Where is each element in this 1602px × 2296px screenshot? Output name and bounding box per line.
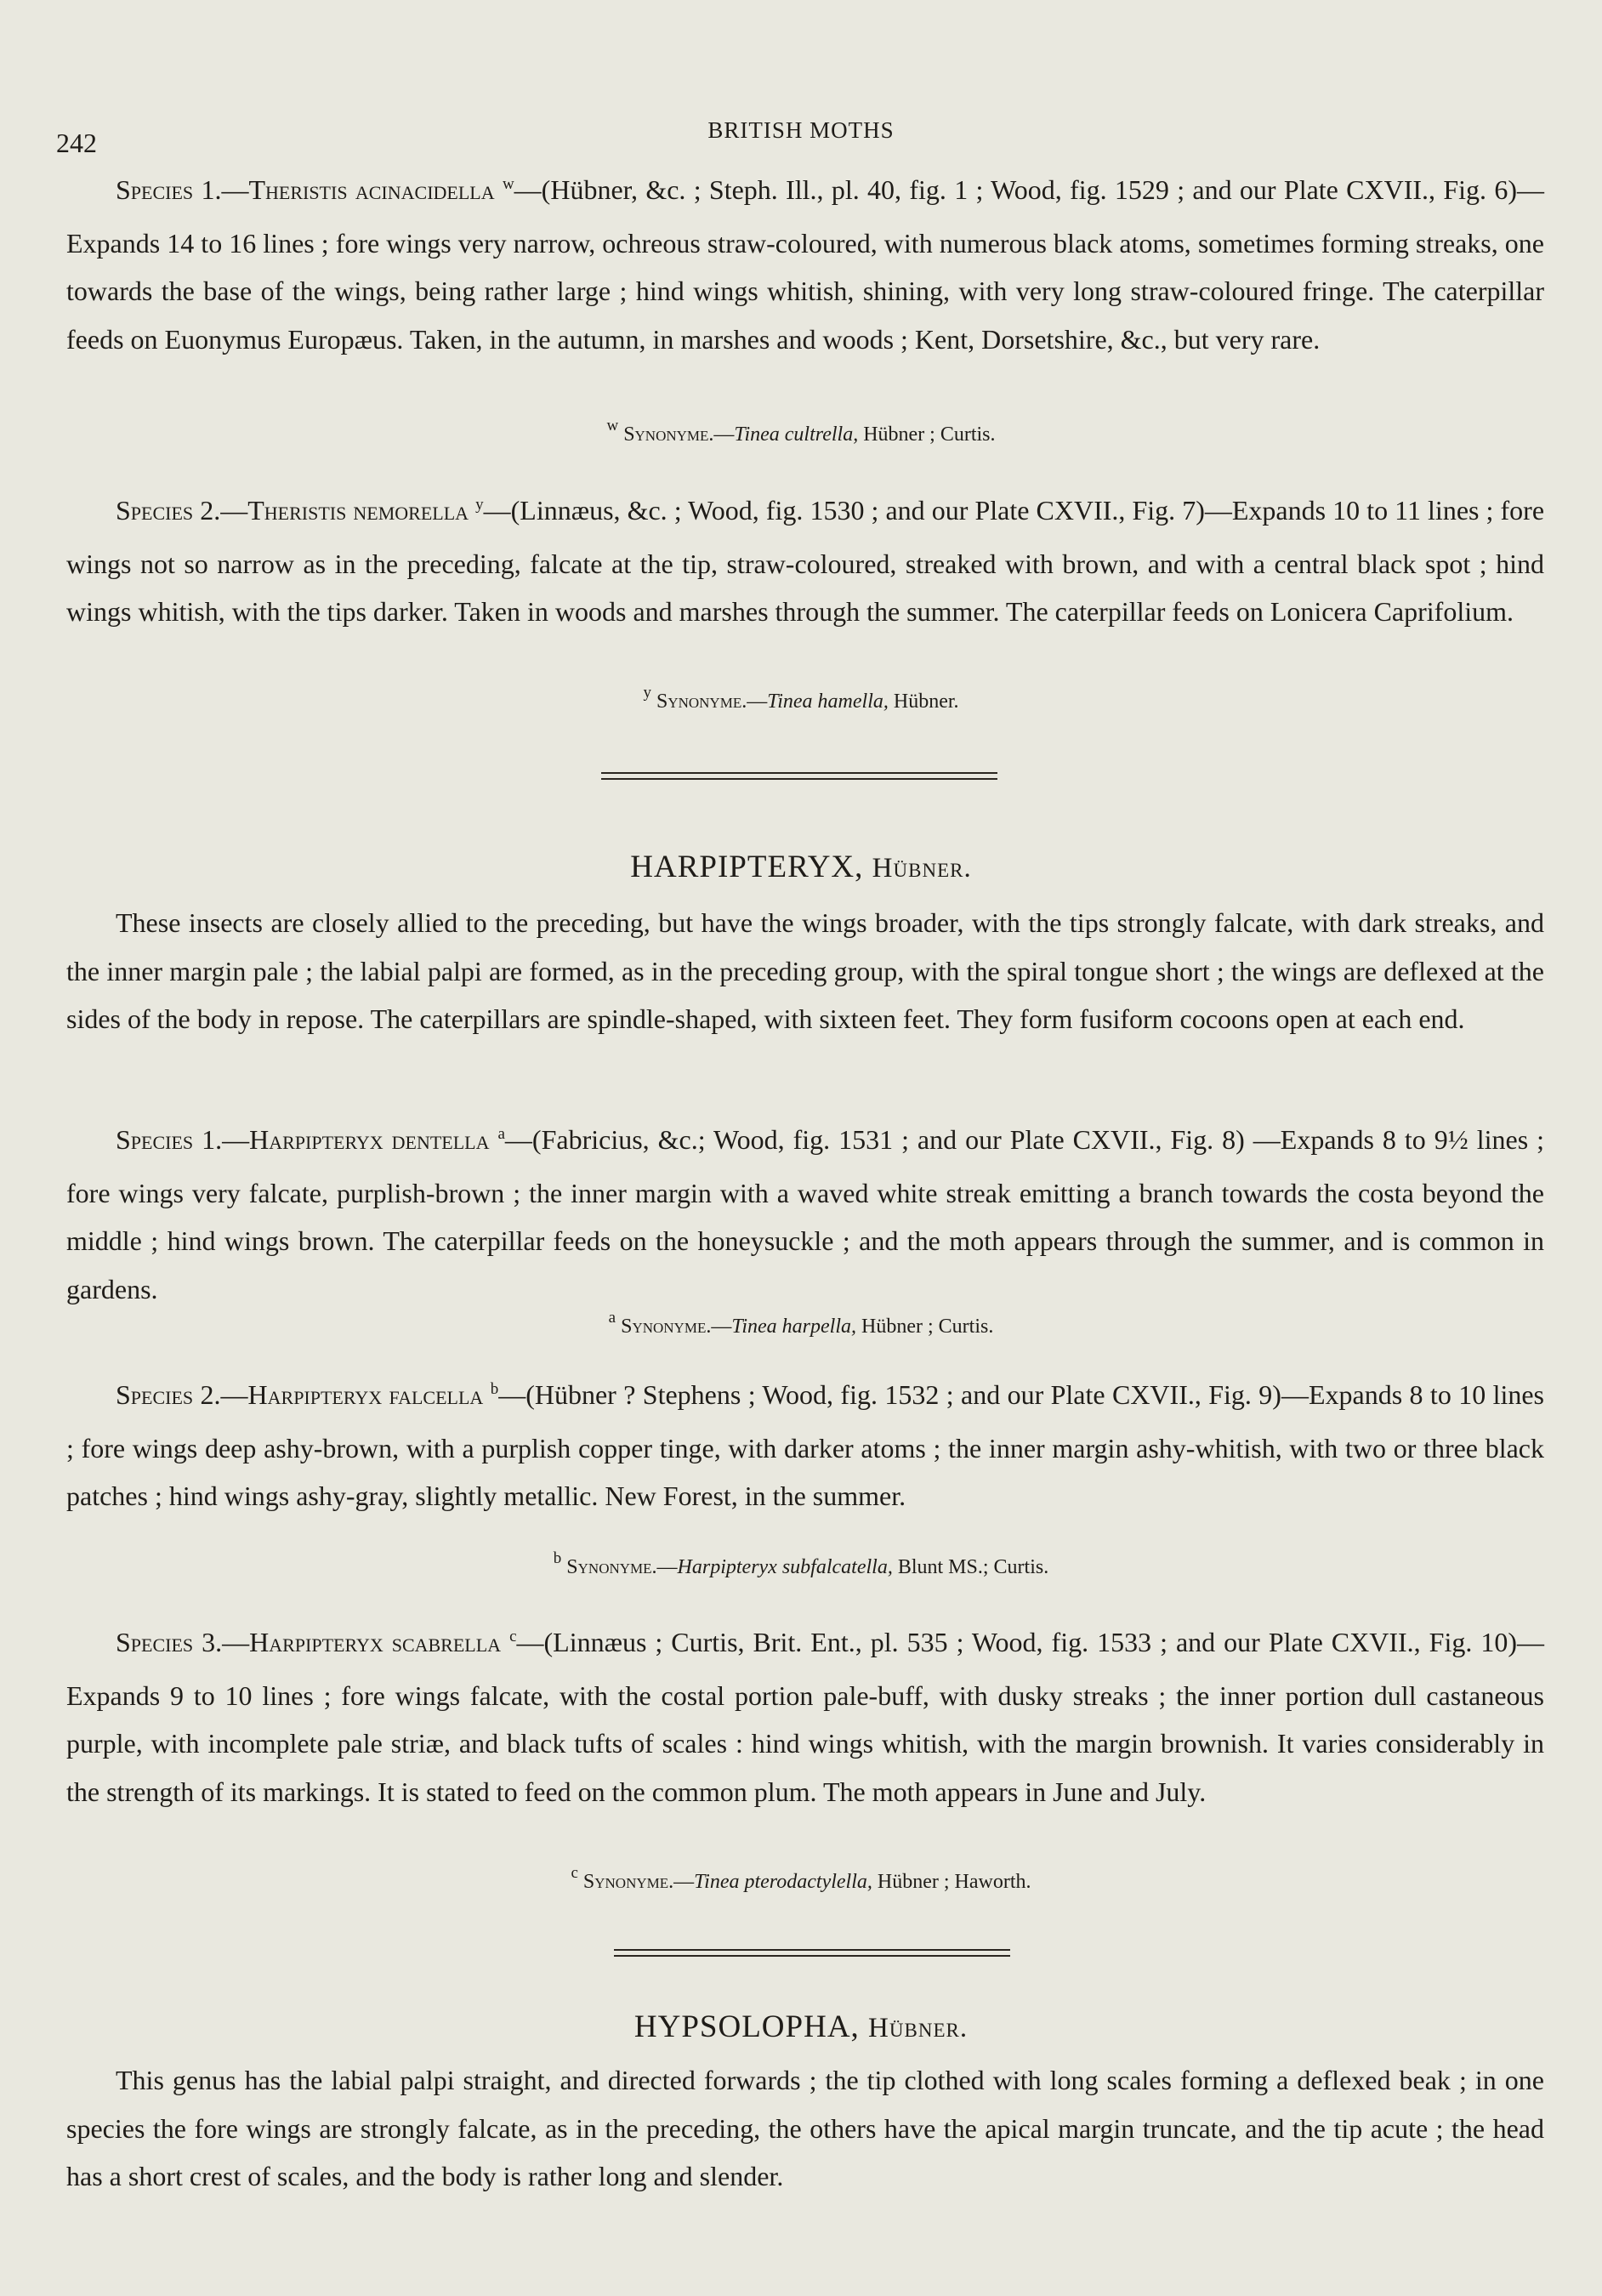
species-description: —(Linnæus, &c. ; Wood, fig. 1530 ; and our Plate CXVII., Fig. 7)—Expands 10 to 11 lines ; fore wings not so narrow as in the preceding, falcate at the tip, straw-coloured, streaked with brown, and with a central black spot ; hind wings whitish, with the tips darker. Taken in woods and marshes through the summer. The caterpillar feeds on Lonicera Caprifolium.: [66, 495, 1545, 627]
synonym-label: Synonyme.—: [621, 1316, 732, 1338]
species-paragraph-harpipteryx-falcella: [66, 1371, 1544, 1520]
page-number: 242: [56, 128, 97, 158]
species-label: Species 1.—Theristis acinacidella: [116, 174, 495, 205]
synonym-authors: Blunt MS.; Curtis.: [892, 1556, 1049, 1578]
species-paragraph-harpipteryx-scabrella: [66, 1618, 1544, 1816]
synonym-note: [0, 684, 1602, 713]
genus-title: HYPSOLOPHA,: [633, 2009, 860, 2044]
synonym-name: Tinea harpella,: [731, 1316, 856, 1338]
footnote-marker: y: [643, 684, 651, 702]
footnote-marker: w: [502, 175, 514, 193]
section-divider: [614, 1949, 1010, 1957]
species-description: —(Hübner, &c. ; Steph. Ill., pl. 40, fig. 1 ; Wood, fig. 1529 ; and our Plate CXVII., Fig. 6)—Expands 14 to 16 lines ; fore wings very narrow, ochreous straw-coloured, with numerous black atoms, sometimes forming streaks, one towards the base of the wings, being rather large ; hind wings whitish, shining, with very long straw-coloured fringe. The caterpillar feeds on Euonymus Europæus. Taken, in the autumn, in marshes and woods ; Kent, Dorsetshire, &c., but very rare.: [66, 174, 1545, 355]
footnote-marker: b: [553, 1549, 562, 1567]
synonym-note: [0, 1549, 1602, 1579]
synonym-note: [0, 1309, 1602, 1338]
synonym-authors: Hübner ; Haworth.: [872, 1871, 1031, 1893]
species-paragraph-theristis-acinacidella: [66, 166, 1544, 363]
footnote-marker: y: [475, 496, 484, 514]
section-divider: [601, 772, 997, 780]
species-label: Species 2.—Theristis nemorella: [116, 495, 469, 526]
genus-heading-harpipteryx: [0, 849, 1602, 885]
synonym-note: [0, 1864, 1602, 1894]
species-paragraph-theristis-nemorella: [66, 486, 1544, 636]
species-description: —(Hübner ? Stephens ; Wood, fig. 1532 ; and our Plate CXVII., Fig. 9)—Expands 8 to 10 lines ; fore wings deep ashy-brown, with a purplish copper tinge, with darker atoms ; the inner margin ashy-whitish, with two or three black patches ; hind wings ashy-gray, slightly metallic. New Forest, in the summer.: [66, 1379, 1545, 1511]
synonym-name: Tinea cultrella,: [734, 423, 859, 446]
synonym-label: Synonyme.—: [582, 1871, 695, 1893]
synonym-label: Synonyme.—: [566, 1556, 678, 1578]
synonym-authors: Hübner ; Curtis.: [858, 423, 996, 446]
synonym-name: Tinea hamella,: [767, 691, 889, 713]
species-paragraph-harpipteryx-dentella: [66, 1116, 1544, 1313]
genus-title: HARPIPTERYX,: [630, 850, 864, 884]
footnote-marker: a: [608, 1309, 616, 1327]
genus-author: Hübner.: [868, 2013, 969, 2043]
synonym-name: Harpipteryx subfalcatella,: [677, 1556, 893, 1578]
species-label: Species 3.—Harpipteryx scabrella: [116, 1627, 502, 1657]
genus-heading-hypsolopha: [0, 2009, 1602, 2045]
synonym-label: Synonyme.—: [656, 691, 768, 713]
synonym-name: Tinea pterodactylella,: [694, 1871, 872, 1893]
genus-intro-harpipteryx: These insects are closely allied to the preceding, but have the wings broader, with the tips strongly falcate, with dark streaks, and the inner margin pale ; the labial palpi are formed, as in the preceding group, with the spiral tongue short ; the wings are deflexed at the sides of the body in repose. The caterpillars are spindle-shaped, with sixteen feet. They form fusiform cocoons open at each end.: [66, 907, 1544, 1034]
footnote-marker: c: [571, 1864, 578, 1882]
footnote-marker: c: [509, 1628, 517, 1645]
synonym-authors: Hübner.: [888, 691, 959, 713]
synonym-label: Synonyme.—: [623, 423, 735, 446]
running-head: BRITISH MOTHS: [707, 117, 895, 143]
species-label: Species 2.—Harpipteryx falcella: [116, 1379, 484, 1410]
species-description: —(Fabricius, &c.; Wood, fig. 1531 ; and our Plate CXVII., Fig. 8) —Expands 8 to 9½ lines ; fore wings very falcate, purplish-brown ; the inner margin with a waved white streak emitting a branch towards the costa beyond the middle ; hind wings brown. The caterpillar feeds on the honeysuckle ; and the moth appears through the summer, and is common in gardens.: [66, 1124, 1545, 1304]
species-description: —(Linnæus ; Curtis, Brit. Ent., pl. 535 ; Wood, fig. 1533 ; and our Plate CXVII., Fig. 10)—Expands 9 to 10 lines ; fore wings falcate, with the costal portion pale-buff, with dusky streaks ; the inner portion dull castaneous purple, with incomplete pale striæ, and black tufts of scales : hind wings whitish, with the margin brownish. It varies considerably in the strength of its markings. It is stated to feed on the common plum. The moth appears in June and July.: [66, 1627, 1545, 1807]
footnote-marker: w: [606, 417, 619, 435]
species-label: Species 1.—Harpipteryx dentella: [116, 1124, 490, 1155]
footnote-marker: a: [497, 1125, 505, 1143]
footnote-marker: b: [490, 1380, 499, 1398]
synonym-authors: Hübner ; Curtis.: [856, 1316, 994, 1338]
genus-intro-hypsolopha: This genus has the labial palpi straight, and directed forwards ; the tip clothed with long scales forming a deflexed beak ; in one species the fore wings are strongly falcate, as in the preceding, the others have the apical margin truncate, and the tip acute ; the head has a short crest of scales, and the body is rather long and slender.: [66, 2065, 1544, 2191]
genus-author: Hübner.: [872, 853, 972, 884]
synonym-note: [0, 417, 1602, 446]
